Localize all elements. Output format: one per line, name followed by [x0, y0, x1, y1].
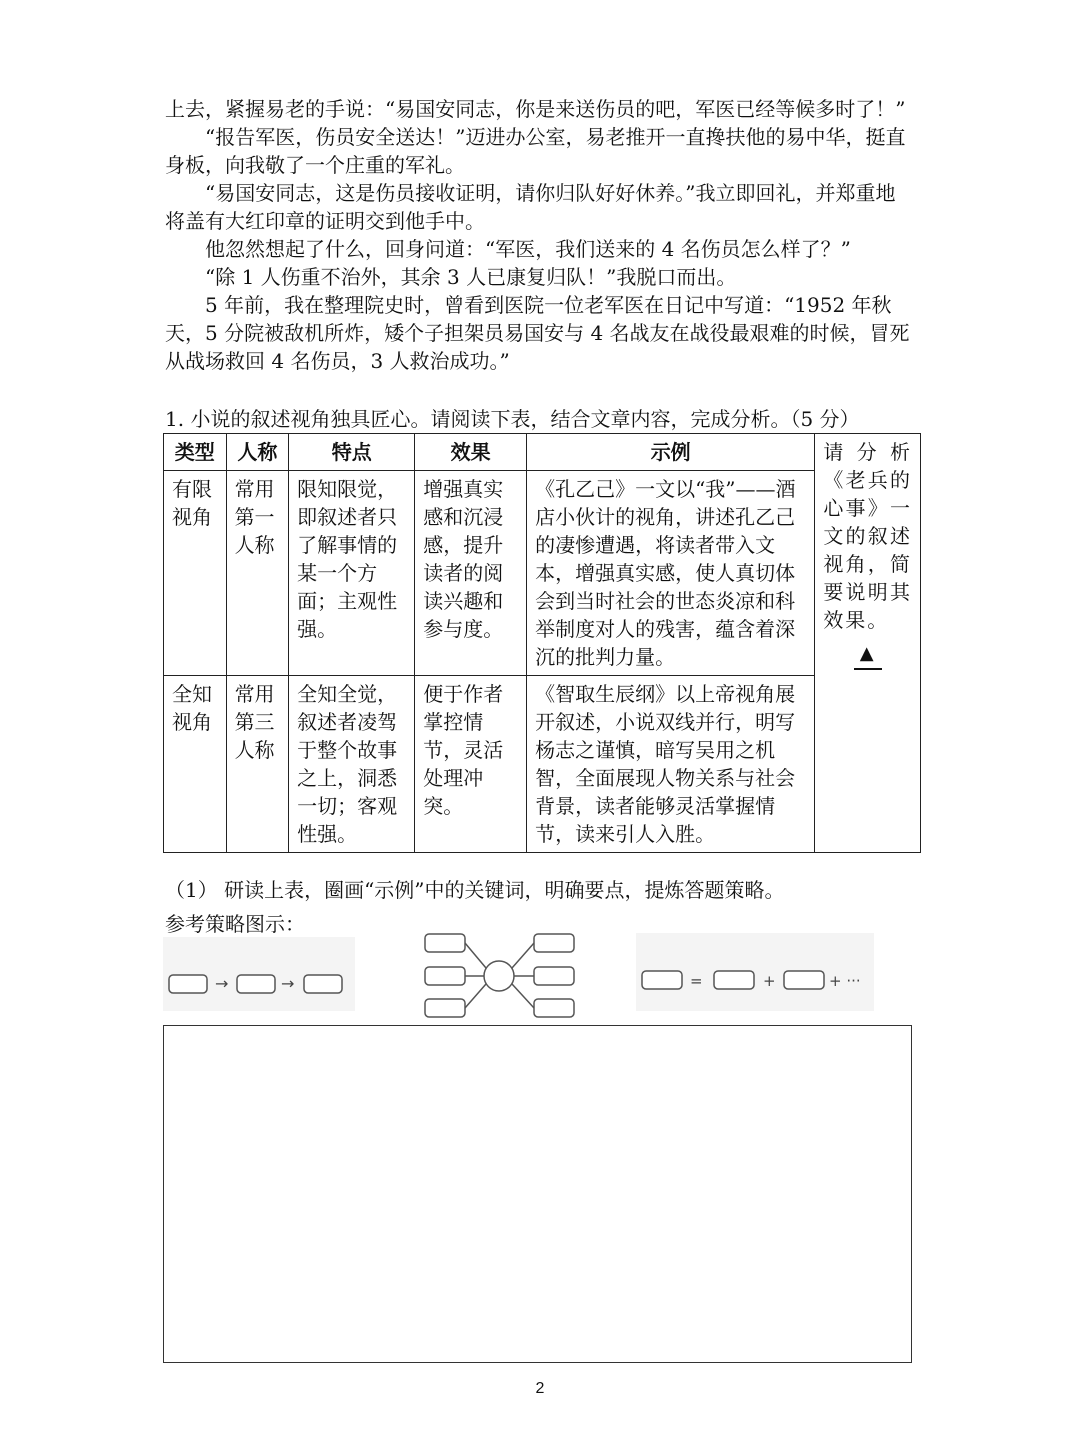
formula-diagram: [636, 933, 874, 1011]
arrow-right-icon: →: [281, 974, 295, 993]
story-paragraph-6: 5 年前，我在整理院史时，曾看到医院一位老军医在日记中写道：“1952 年秋天，5 分院被敌机所炸，矮个子担架员易国安与 4 名战友在战役最艰难的时候，冒死从战场救回 4 名伤员，3 人救治成功。”: [165, 293, 910, 373]
story-paragraph-1: 上去，紧握易老的手说：“易国安同志，你是来送伤员的吧，军医已经等候多时了！”: [165, 97, 906, 121]
story-paragraph-2: “报告军医，伤员安全送达！”迈进办公室，易老推开一直搀扶他的易中华，挺直身板，向我敬了一个庄重的军礼。: [165, 125, 906, 177]
formula-box: [714, 971, 754, 989]
story-paragraph-5: “除 1 人伤重不治外，其余 3 人已康复归队！”我脱口而出。: [205, 265, 737, 289]
cell-person: 常用第三人称: [226, 676, 289, 853]
table-header-row: [164, 434, 921, 471]
answer-mark-icon: ▲: [854, 640, 882, 670]
diagram-background: [163, 937, 355, 1011]
connector-line: [465, 984, 486, 1008]
side-prompt-cell: [815, 434, 921, 853]
cell-example: 《智取生辰纲》以上帝视角展开叙述，小说双线并行，明写杨志之谨慎，暗写吴用之机智，全面展现人物关系与社会背景，读者能够灵活掌握情节，读来引人入胜。: [527, 676, 815, 853]
equals-sign: =: [690, 972, 703, 990]
question-1-prompt: 1. 小说的叙述视角独具匠心。请阅读下表，结合文章内容，完成分析。（5 分）: [165, 407, 860, 431]
story-text: [165, 95, 915, 375]
branch-box: [534, 999, 574, 1017]
plus-ellipsis: + ···: [829, 972, 861, 990]
flow-chain-diagram: [163, 937, 355, 1011]
flow-box: [304, 975, 342, 993]
branch-box: [425, 967, 465, 985]
strategy-diagram-caption: 参考策略图示：: [165, 912, 305, 936]
branch-box: [534, 934, 574, 952]
branch-box: [425, 999, 465, 1017]
cell-feature: 限知限觉，即叙述者只了解事情的某一个方面；主观性强。: [289, 471, 415, 676]
answer-box[interactable]: [163, 1025, 912, 1363]
mind-map-diagram: [420, 928, 580, 1024]
header-type: 类型: [164, 434, 227, 471]
header-effect: 效果: [415, 434, 527, 471]
header-example: 示例: [527, 434, 815, 471]
cell-feature: 全知全觉，叙述者凌驾于整个故事之上，洞悉一切；客观性强。: [289, 676, 415, 853]
formula-box: [642, 971, 682, 989]
connector-line: [512, 943, 534, 968]
flow-box: [237, 975, 275, 993]
header-person: 人称: [226, 434, 289, 471]
cell-effect: 便于作者掌控情节，灵活处理冲突。: [415, 676, 527, 853]
cell-type: 全知视角: [164, 676, 227, 853]
side-prompt-text: 请分析《老兵的心事》一文的叙述视角，简要说明其效果。: [823, 440, 912, 632]
plus-sign: +: [763, 972, 776, 990]
branch-box: [534, 967, 574, 985]
narrative-perspective-table: [163, 433, 921, 853]
flow-box: [169, 975, 207, 993]
cell-effect: 增强真实感和沉浸感，提升读者的阅读兴趣和参与度。: [415, 471, 527, 676]
table-row: [164, 676, 921, 853]
cell-type: 有限视角: [164, 471, 227, 676]
arrow-right-icon: →: [215, 974, 229, 993]
cell-person: 常用第一人称: [226, 471, 289, 676]
page-number: 2: [535, 1380, 545, 1397]
connector-line: [465, 943, 486, 968]
header-feature: 特点: [289, 434, 415, 471]
table-row: [164, 471, 921, 676]
sub-question-1: （1） 研读上表，圈画“示例”中的关键词，明确要点，提炼答题策略。: [165, 878, 785, 902]
cell-example: 《孔乙己》一文以“我”——酒店小伙计的视角，讲述孔乙己的凄惨遭遇，将读者带入文本，增强真实感，使人真切体会到当时社会的世态炎凉和科举制度对人的残害，蕴含着深沉的批判力量。: [527, 471, 815, 676]
story-paragraph-4: 他忽然想起了什么，回身问道：“军医，我们送来的 4 名伤员怎么样了？”: [205, 237, 851, 261]
connector-line: [512, 984, 534, 1008]
center-node: [484, 961, 514, 991]
branch-box: [425, 934, 465, 952]
formula-box: [784, 971, 824, 989]
story-paragraph-3: “易国安同志，这是伤员接收证明，请你归队好好休养。”我立即回礼，并郑重地将盖有大红印章的证明交到他手中。: [165, 181, 896, 233]
